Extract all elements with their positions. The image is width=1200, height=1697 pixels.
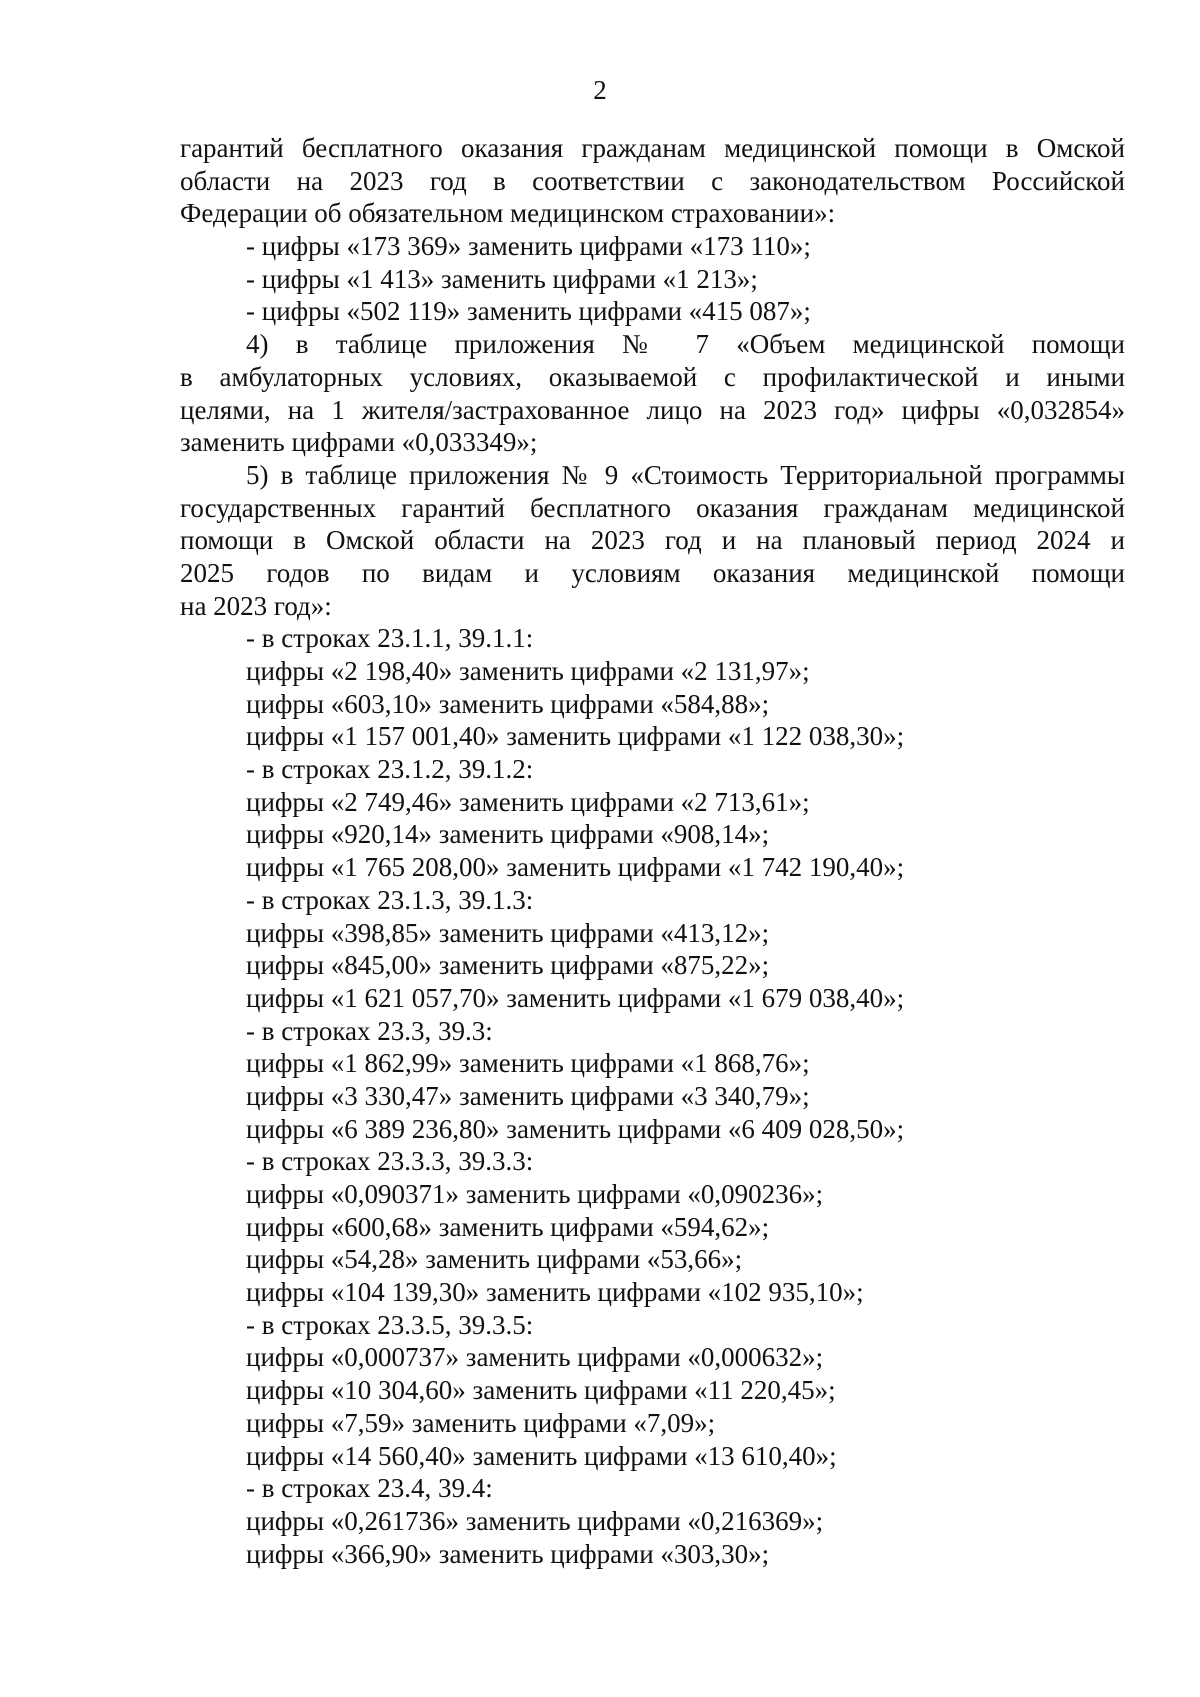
text-line: гарантий бесплатного оказания гражданам медицинской помощи в Омской bbox=[180, 133, 1125, 163]
text-line: цифры «845,00» заменить цифрами «875,22»; bbox=[246, 950, 770, 981]
text-line: 4) в таблице приложения № 7 «Объем медицинской помощи bbox=[246, 329, 1125, 360]
text-line: Федерации об обязательном медицинском страховании»: bbox=[180, 198, 836, 229]
text-line: цифры «1 862,99» заменить цифрами «1 868,76»; bbox=[246, 1048, 810, 1079]
text-line: цифры «920,14» заменить цифрами «908,14»; bbox=[246, 819, 770, 850]
text-line: целями, на 1 жителя/застрахованное лицо на 2023 год» цифры «0,032854» bbox=[180, 394, 1125, 425]
text-line: - в строках 23.1.1, 39.1.1: bbox=[246, 623, 534, 654]
text-line: цифры «0,261736» заменить цифрами «0,216369»; bbox=[246, 1505, 824, 1536]
text-line: в амбулаторных условиях, оказываемой с профилактической и иными bbox=[180, 361, 1125, 392]
text-line: цифры «398,85» заменить цифрами «413,12»; bbox=[246, 917, 770, 948]
text-line: цифры «10 304,60» заменить цифрами «11 220,45»; bbox=[246, 1375, 836, 1406]
text-line: цифры «2 198,40» заменить цифрами «2 131,97»; bbox=[246, 656, 810, 686]
text-line: - в строках 23.3, 39.3: bbox=[246, 1015, 493, 1046]
text-line: цифры «6 389 236,80» заменить цифрами «6 409 028,50»; bbox=[246, 1113, 905, 1144]
text-line: - в строках 23.3.5, 39.3.5: bbox=[246, 1309, 534, 1340]
text-line: цифры «1 157 001,40» заменить цифрами «1 122 038,30»; bbox=[246, 721, 905, 752]
text-line: цифры «7,59» заменить цифрами «7,09»; bbox=[246, 1407, 716, 1438]
text-line: цифры «14 560,40» заменить цифрами «13 610,40»; bbox=[246, 1440, 837, 1471]
text-line: - в строках 23.1.2, 39.1.2: bbox=[246, 754, 534, 785]
text-line: 5) в таблице приложения № 9 «Стоимость Территориальной программы bbox=[246, 459, 1125, 490]
text-line: 2025 годов по видам и условиям оказания медицинской помощи bbox=[180, 557, 1125, 588]
text-line: цифры «3 330,47» заменить цифрами «3 340,79»; bbox=[246, 1080, 810, 1111]
text-line: - цифры «1 413» заменить цифрами «1 213»; bbox=[246, 263, 758, 294]
text-line: цифры «600,68» заменить цифрами «594,62»; bbox=[246, 1211, 770, 1242]
page-number: 2 bbox=[593, 75, 607, 105]
text-line: заменить цифрами «0,033349»; bbox=[180, 427, 538, 458]
text-line: цифры «603,10» заменить цифрами «584,88»; bbox=[246, 688, 770, 719]
text-line: цифры «0,000737» заменить цифрами «0,000632»; bbox=[246, 1342, 824, 1373]
text-line: цифры «2 749,46» заменить цифрами «2 713,61»; bbox=[246, 786, 810, 817]
text-line: государственных гарантий бесплатного оказания гражданам медицинской bbox=[180, 492, 1125, 523]
text-line: - в строках 23.1.3, 39.1.3: bbox=[246, 884, 534, 915]
text-line: - цифры «502 119» заменить цифрами «415 087»; bbox=[246, 296, 811, 327]
document-body bbox=[180, 132, 1125, 1570]
text-line: цифры «104 139,30» заменить цифрами «102 935,10»; bbox=[246, 1277, 864, 1308]
text-line: цифры «0,090371» заменить цифрами «0,090236»; bbox=[246, 1179, 824, 1209]
text-line: на 2023 год»: bbox=[180, 590, 332, 621]
text-line: - в строках 23.4, 39.4: bbox=[246, 1473, 493, 1504]
text-line: области на 2023 год в соответствии с законодательством Российской bbox=[180, 165, 1125, 196]
text-line: цифры «54,28» заменить цифрами «53,66»; bbox=[246, 1244, 743, 1275]
text-line: цифры «366,90» заменить цифрами «303,30»; bbox=[246, 1538, 770, 1569]
text-line: помощи в Омской области на 2023 год и на плановый период 2024 и bbox=[180, 525, 1125, 556]
text-line: - цифры «173 369» заменить цифрами «173 110»; bbox=[246, 231, 811, 262]
text-line: цифры «1 765 208,00» заменить цифрами «1 742 190,40»; bbox=[246, 852, 905, 883]
text-line: цифры «1 621 057,70» заменить цифрами «1 679 038,40»; bbox=[246, 982, 905, 1013]
text-line: - в строках 23.3.3, 39.3.3: bbox=[246, 1146, 534, 1177]
